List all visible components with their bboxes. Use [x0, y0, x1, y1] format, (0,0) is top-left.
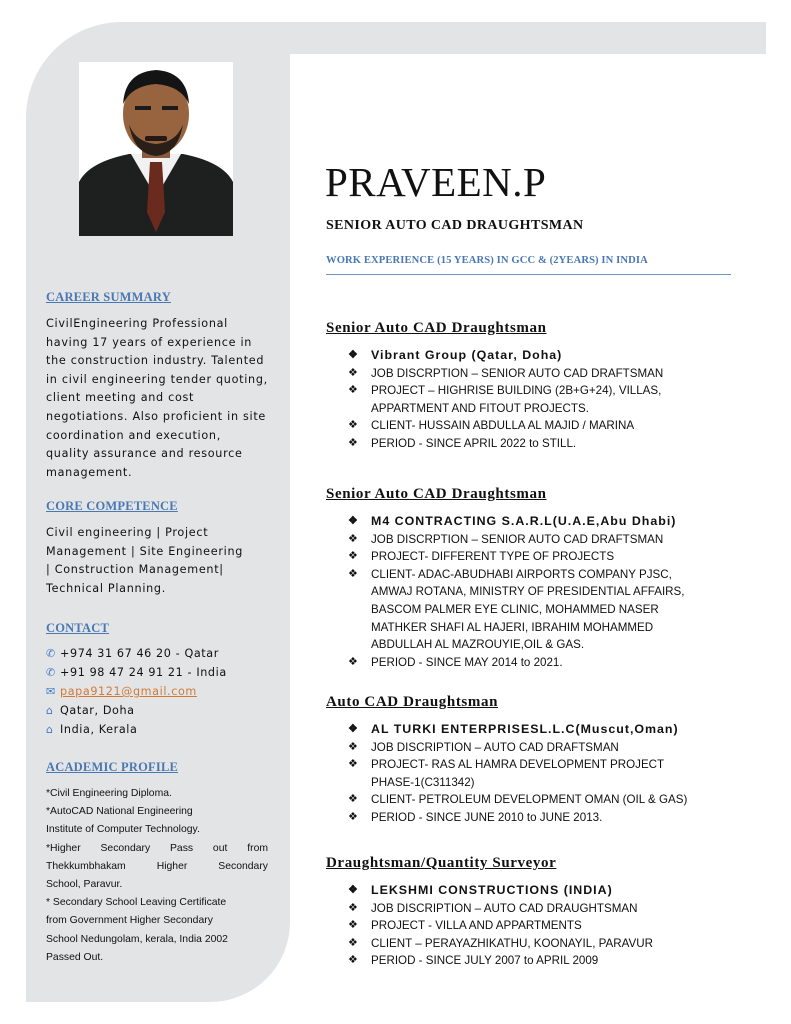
academic-line: *Civil Engineering Diploma.	[46, 788, 172, 799]
diamond-bullet-icon: ❖	[348, 919, 358, 932]
client-text: CLIENT – PERAYAZHIKATHU, KOONAYIL, PARAVUR	[371, 936, 653, 950]
phone-qatar-text: +974 31 67 46 20 - Qatar	[60, 647, 219, 660]
email-row[interactable]	[46, 682, 268, 701]
list-item	[326, 531, 746, 549]
phone-icon: ✆	[46, 647, 56, 660]
academic-line: Institute of Computer Technology.	[46, 824, 200, 836]
career-line: the construction industry. Talented	[46, 354, 265, 368]
diamond-bullet-icon: ❖	[348, 384, 358, 397]
core-competence-heading: CORE COMPETENCE	[46, 499, 178, 513]
project-text: PROJECT- RAS AL HAMRA DEVELOPMENT PROJECT	[371, 758, 665, 772]
job-entry	[326, 855, 746, 970]
period-text: PERIOD - SINCE JUNE 2010 to JUNE 2013.	[371, 810, 603, 824]
client-text: ABDULLAH AL MAZROUYIE,OIL & GAS.	[371, 638, 585, 652]
list-item	[326, 548, 746, 566]
client-text: CLIENT- HUSSAIN ABDULLA AL MAJID / MARINA	[371, 419, 635, 433]
list-item	[326, 566, 746, 654]
list-item	[326, 935, 746, 953]
diamond-bullet-icon: ❖	[348, 532, 358, 545]
career-line: coordination and execution,	[46, 428, 221, 442]
academic-line: School, Paravur.	[46, 879, 123, 891]
diamond-bullet-icon: ❖	[348, 550, 358, 563]
diamond-bullet-icon: ❖	[348, 723, 359, 735]
diamond-bullet-icon: ❖	[348, 655, 358, 668]
diamond-bullet-icon: ❖	[348, 901, 358, 914]
diamond-bullet-icon: ❖	[348, 793, 358, 806]
job-description: JOB DISCRIPTION – AUTO CAD DRAUGHTSMAN	[371, 901, 638, 915]
period-text: PERIOD - SINCE MAY 2014 to 2021.	[371, 655, 563, 669]
diamond-bullet-icon: ❖	[348, 436, 358, 449]
job-details	[326, 721, 746, 827]
core-line: Management | Site Engineering	[46, 544, 244, 558]
career-line: client meeting and cost	[46, 391, 195, 405]
diamond-bullet-icon: ❖	[348, 515, 359, 527]
email-link[interactable]: papa9121@gmail.com	[60, 685, 197, 698]
diamond-bullet-icon: ❖	[348, 366, 358, 379]
project-text-cont: APPARTMENT AND FITOUT PROJECTS.	[371, 401, 589, 415]
project-text: PROJECT – HIGHRISE BUILDING (2B+G+24), VILLAS,	[371, 384, 662, 398]
top-band	[280, 22, 766, 54]
academic-line: *AutoCAD National Engineering	[46, 806, 193, 818]
academic-line: Thekkumbhakam Higher Secondary	[46, 860, 268, 872]
career-line: quality assurance and resource	[46, 447, 243, 461]
job-description: JOB DISCRPTION – SENIOR AUTO CAD DRAFTSMAN	[371, 532, 664, 546]
client-text: BASCOM PALMER EYE CLINIC, MOHAMMED NASER	[371, 602, 659, 616]
phone-india[interactable]	[46, 663, 268, 682]
list-item	[326, 347, 746, 365]
core-line: | Construction Management|	[46, 563, 224, 577]
list-item	[326, 365, 746, 383]
diamond-bullet-icon: ❖	[348, 758, 358, 771]
contact-heading: CONTACT	[46, 621, 109, 635]
company-name: AL TURKI ENTERPRISESL.L.C(Muscut,Oman)	[371, 722, 679, 736]
profile-photo	[79, 62, 233, 236]
project-text: PROJECT - VILLA AND APPARTMENTS	[371, 919, 582, 933]
academic-line: *Higher Secondary Pass out from	[46, 842, 268, 854]
project-text: PROJECT- DIFFERENT TYPE OF PROJECTS	[371, 550, 615, 564]
list-item	[326, 900, 746, 918]
diamond-bullet-icon: ❖	[348, 810, 358, 823]
career-line: CivilEngineering Professional	[46, 317, 228, 330]
career-summary-section	[46, 290, 268, 482]
diamond-bullet-icon: ❖	[348, 884, 359, 896]
job-details	[326, 347, 746, 453]
job-entry	[326, 320, 746, 453]
list-item	[326, 791, 746, 809]
email-icon: ✉	[46, 685, 56, 698]
list-item	[326, 435, 746, 453]
home-icon: ⌂	[46, 704, 54, 717]
job-entry	[326, 694, 746, 827]
career-line: having 17 years of experience in	[46, 335, 253, 349]
list-item	[326, 756, 746, 791]
academic-profile-heading: ACADEMIC PROFILE	[46, 760, 179, 774]
project-text: PHASE-1(C311342)	[371, 775, 475, 789]
client-text: CLIENT- ADAC-ABUDHABI AIRPORTS COMPANY PJSC,	[371, 567, 672, 581]
job-heading: Draughtsman/Quantity Surveyor	[326, 855, 557, 871]
job-heading: Senior Auto CAD Draughtsman	[326, 486, 547, 502]
home-icon: ⌂	[46, 723, 54, 736]
list-item	[326, 809, 746, 827]
academic-line: School Nedungolam, kerala, India 2002	[46, 933, 228, 945]
academic-line: Passed Out.	[46, 951, 104, 963]
career-summary-heading: CAREER SUMMARY	[46, 290, 171, 304]
career-line: in civil engineering tender quoting,	[46, 372, 268, 386]
work-experience-summary: WORK EXPERIENCE (15 YEARS) IN GCC & (2YEARS) IN INDIA	[326, 255, 648, 266]
phone-icon: ✆	[46, 666, 56, 679]
diamond-bullet-icon: ❖	[348, 349, 359, 361]
address-india	[46, 720, 268, 739]
phone-india-text: +91 98 47 24 91 21 - India	[60, 666, 227, 679]
job-heading: Auto CAD Draughtsman	[326, 694, 499, 710]
job-title: SENIOR AUTO CAD DRAUGHTSMAN	[326, 218, 584, 233]
client-text: MATHKER SHAFI AL HAJERI, IBRAHIM MOHAMMED	[371, 620, 654, 634]
period-text: PERIOD - SINCE JULY 2007 to APRIL 2009	[371, 954, 599, 968]
career-summary-text	[46, 315, 268, 482]
candidate-name: PRAVEEN.P	[325, 159, 547, 205]
list-item	[326, 882, 746, 900]
company-name: LEKSHMI CONSTRUCTIONS (INDIA)	[371, 883, 613, 897]
company-name: Vibrant Group (Qatar, Doha)	[371, 348, 563, 362]
academic-profile-section	[46, 760, 268, 967]
job-description: JOB DISCRPTION – SENIOR AUTO CAD DRAFTSMAN	[371, 366, 664, 380]
job-details	[326, 882, 746, 970]
contact-section	[46, 621, 268, 739]
career-line: negotiations. Also proficient in site	[46, 409, 267, 423]
job-entry	[326, 486, 746, 671]
divider	[326, 274, 731, 275]
core-line: Civil engineering | Project	[46, 526, 209, 539]
list-item	[326, 417, 746, 435]
period-text: PERIOD - SINCE APRIL 2022 to STILL.	[371, 436, 577, 450]
diamond-bullet-icon: ❖	[348, 419, 358, 432]
diamond-bullet-icon: ❖	[348, 954, 358, 967]
client-text: CLIENT- PETROLEUM DEVELOPMENT OMAN (OIL & GAS)	[371, 793, 688, 807]
address-qatar	[46, 701, 268, 720]
academic-line: from Government Higher Secondary	[46, 915, 213, 927]
job-details	[326, 513, 746, 671]
list-item	[326, 721, 746, 739]
list-item	[326, 382, 746, 417]
client-text: AMWAJ ROTANA, MINISTRY OF PRESIDENTIAL AFFAIRS,	[371, 585, 685, 599]
academic-profile-text	[46, 785, 268, 967]
academic-line: * Secondary School Leaving Certificate	[46, 897, 227, 909]
list-item	[326, 654, 746, 672]
diamond-bullet-icon: ❖	[348, 567, 358, 580]
list-item	[326, 917, 746, 935]
diamond-bullet-icon: ❖	[348, 740, 358, 753]
address-india-text: India, Kerala	[60, 723, 138, 736]
list-item	[326, 739, 746, 757]
diamond-bullet-icon: ❖	[348, 936, 358, 949]
list-item	[326, 952, 746, 970]
phone-qatar[interactable]	[46, 644, 268, 663]
job-description: JOB DISCRIPTION – AUTO CAD DRAFTSMAN	[371, 740, 619, 754]
core-competence-section	[46, 499, 268, 598]
core-line: Technical Planning.	[46, 581, 166, 595]
job-heading: Senior Auto CAD Draughtsman	[326, 320, 547, 336]
list-item	[326, 513, 746, 531]
core-competence-text	[46, 524, 268, 598]
company-name: M4 CONTRACTING S.A.R.L(U.A.E,Abu Dhabi)	[371, 514, 677, 528]
career-line: management.	[46, 465, 133, 479]
address-qatar-text: Qatar, Doha	[60, 704, 135, 717]
